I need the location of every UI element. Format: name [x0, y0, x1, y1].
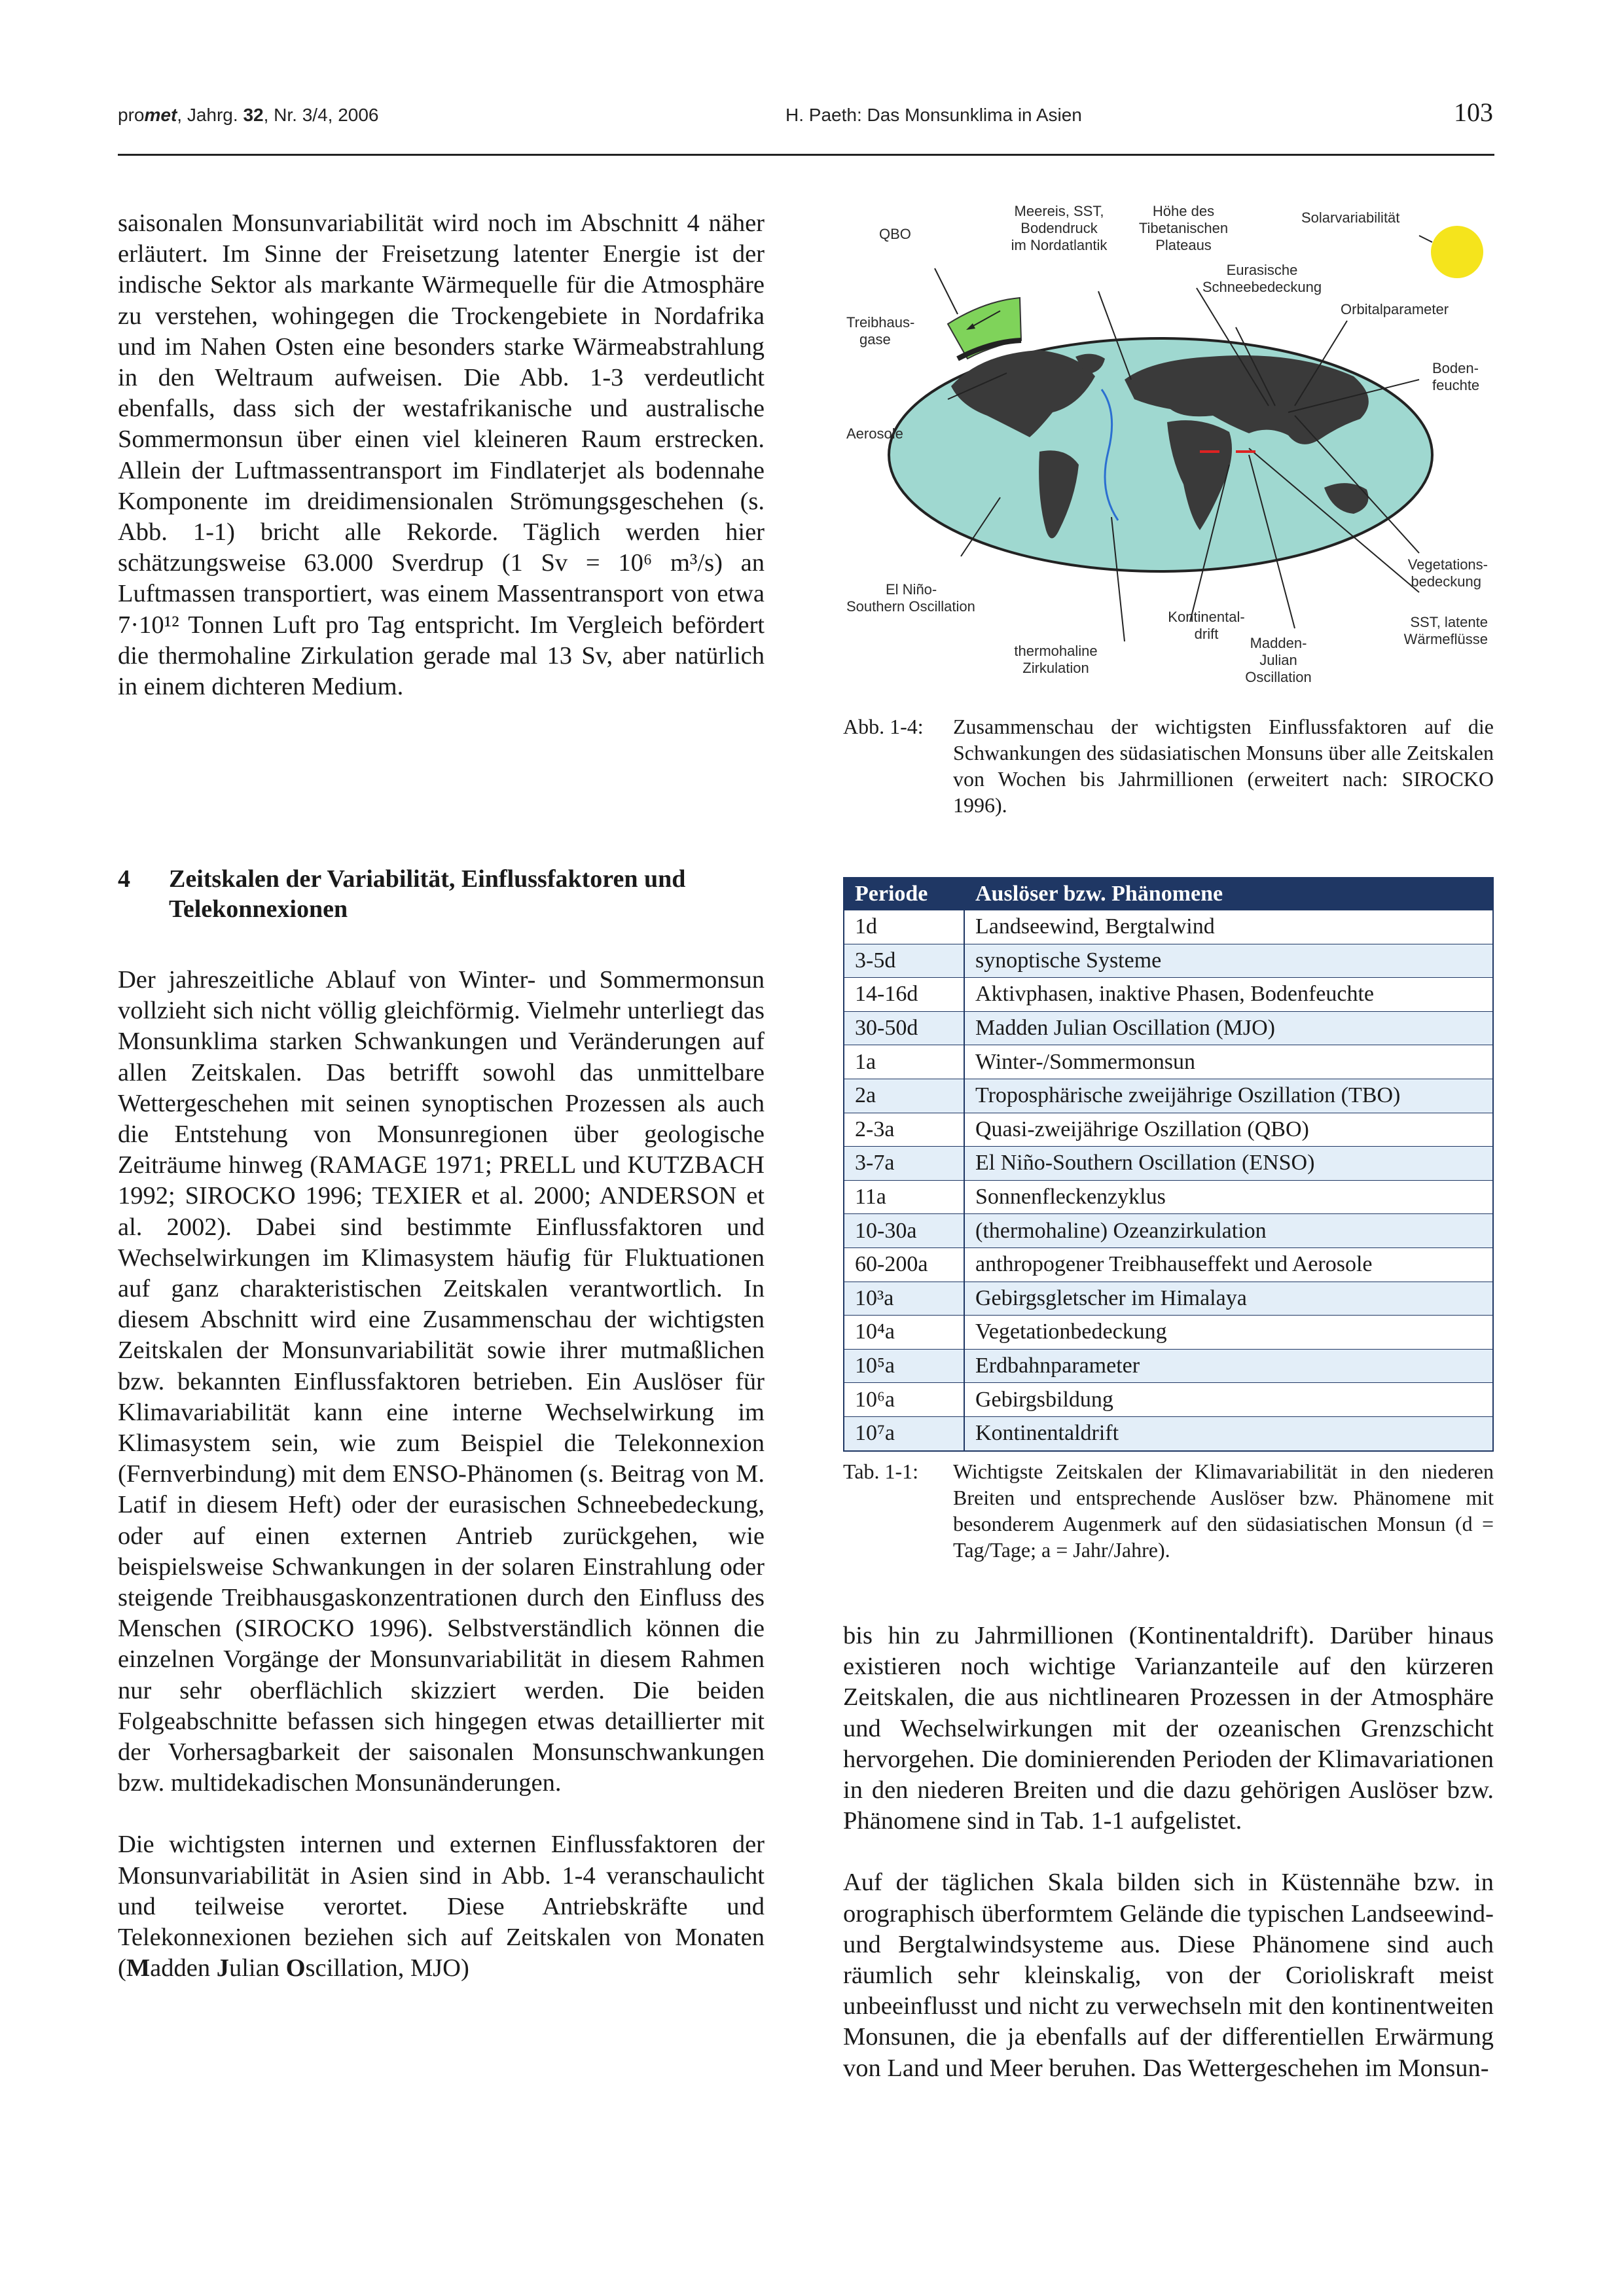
page-number: 103	[1454, 98, 1493, 127]
sun-icon	[1431, 226, 1483, 278]
table-cell: Landseewind, Bergtalwind	[964, 910, 1493, 944]
table-row	[844, 1147, 1493, 1181]
label-hoehe: Höhe des Tibetanischen Plateaus	[1138, 203, 1229, 253]
table-cell: synoptische Systeme	[964, 944, 1493, 978]
table-cell: 10³a	[844, 1282, 964, 1316]
table-row	[844, 910, 1493, 944]
label-elnino: El Niño-Southern Oscillation	[846, 581, 975, 615]
table-cell: Erdbahnparameter	[964, 1349, 1493, 1383]
paragraph: Auf der täglichen Skala bilden sich in Küstennähe bzw. in orographisch überformtem Gelände die typischen Landseewind- und Bergtalwindsysteme aus. Diese Phänomene sind auch räumlich sehr kleinskalig, von der Corioliskraft meist unbeeinflusst und nicht zu verwechseln mit den kontinentweiten Monsunen, die ja ebenfalls auf der differentiellen Erwärmung von Land und Meer beruhen. Das Wettergeschehen im Monsun-	[843, 1869, 1494, 2082]
running-header-journal: promet, Jahrg. 32, Nr. 3/4, 2006	[118, 105, 379, 125]
table-row	[844, 1214, 1493, 1248]
table-cell: anthropogener Treibhauseffekt und Aerosole	[964, 1247, 1493, 1282]
label-vegetation: Vegetations-bedeckung	[1407, 556, 1488, 590]
timescale-table	[843, 877, 1494, 1452]
table-cell: 10⁵a	[844, 1349, 964, 1383]
table-cell: Madden Julian Oscillation (MJO)	[964, 1011, 1493, 1045]
table-cell: Gebirgsbildung	[964, 1383, 1493, 1417]
label-solar: Solarvariabilität	[1301, 209, 1400, 226]
left-column-top	[118, 208, 765, 702]
label-thermo: thermohaline Zirkulation	[1014, 643, 1098, 676]
table-row	[844, 978, 1493, 1012]
paragraph: Die wichtigsten internen und externen Einflussfaktoren der Monsunvariabilität in Asien sind in Abb. 1-4 veranschaulicht und teilweise verortet. Diese Antriebskräfte und Telekonnexionen beziehen sich auf Zeitskalen von Monaten (Madden Julian Oscillation, MJO)	[118, 1831, 765, 1982]
table-cell: Gebirgsgletscher im Himalaya	[964, 1282, 1493, 1316]
table-cell: 60-200a	[844, 1247, 964, 1282]
running-header-title: H. Paeth: Das Monsunklima in Asien	[785, 105, 1082, 125]
table-cell: Kontinentaldrift	[964, 1416, 1493, 1450]
label-orbital: Orbitalparameter	[1341, 301, 1449, 317]
table-cell: Troposphärische zweijährige Oszillation (TBO)	[964, 1079, 1493, 1113]
table-cell: 2-3a	[844, 1113, 964, 1147]
paragraph: saisonalen Monsunvariabilität wird noch im Abschnitt 4 näher erläutert. Im Sinne der Freisetzung latenter Energie ist der indische Sektor als markante Wärmequelle für die Atmosphäre zu verstehen, wohingegen die Trockengebiete in Nordafrika und im Nahen Osten eine besonders starke Wärmeabstrahlung in den Weltraum aufweisen. Die Abb. 1-3 verdeutlicht ebenfalls, dass sich der westafrikanische und australische Sommermonsun über einen viel kleineren Raum erstrecken. Allein der Luftmassentransport im Findlaterjet als bodennahe Komponente im dreidimensionalen Strömungsgeschehen (s. Abb. 1-1) bricht alle Rekorde. Täglich werden hier schätzungsweise 63.000 Sverdrup (1 Sv = 10⁶ m³/s) an Luftmassen transportiert, was einem Massentransport von etwa 7·10¹² Tonnen Luft pro Tag entspricht. Im Vergleich befördert die thermohaline Zirkulation gerade mal 13 Sv, aber natürlich in einem dichteren Medium.	[118, 209, 765, 701]
table-row	[844, 1349, 1493, 1383]
table-row	[844, 1316, 1493, 1350]
label-madden: Madden-Julian Oscillation	[1245, 635, 1312, 685]
section-title: Zeitskalen der Variabilität, Einflussfaktoren und Telekonnexionen	[169, 865, 686, 923]
figure-caption	[843, 713, 1494, 818]
table-cell: 11a	[844, 1180, 964, 1214]
table-cell: 10⁴a	[844, 1316, 964, 1350]
paragraph: bis hin zu Jahrmillionen (Kontinentaldrift). Darüber hinaus existieren noch wichtige Varianzanteile auf den kürzeren Zeitskalen, die aus nichtlinearen Prozessen in der Atmosphäre und Wechselwirkungen mit der ozeanischen Grenzschicht hervorgehen. Die dominierenden Perioden der Klimavariationen in den niederen Breiten und die dazu gehörigen Auslöser bzw. Phänomene sind in Tab. 1-1 aufgelistet.	[843, 1622, 1494, 1835]
label-schnee: Eurasische Schneebedeckung	[1202, 262, 1322, 295]
table-cell: 2a	[844, 1079, 964, 1113]
table-caption-text: Wichtigste Zeitskalen der Klimavariabilität in den niederen Breiten und entsprechende Auslöser bzw. Phänomene mit besonderem Augenmerk auf den südasiatischen Monsun (d = Tag/Tage; a = Jahr/Jahre).	[953, 1460, 1494, 1562]
paragraph: Der jahreszeitliche Ablauf von Winter- und Sommermonsun vollzieht sich nicht völlig gleichförmig. Vielmehr unterliegt das Monsunklima starken Schwankungen und Veränderungen auf allen Zeitskalen. Das betrifft sowohl das unmittelbare Wettergeschehen mit seinen synoptischen Prozessen als auch die Entstehung von Monsunregionen über geologische Zeiträume hinweg (RAMAGE 1971; PRELL und KUTZBACH 1992; SIROCKO 1996; TEXIER et al. 2000; ANDERSON et al. 2002). Dabei sind bestimmte Einflussfaktoren und Wechselwirkungen im Klimasystem häufig für Fluktuationen auf ganz charakteristischen Zeitskalen verantwortlich. In diesem Abschnitt wird eine Zusammenschau der wichtigsten Zeitskalen der Monsunvariabilität sowie ihrer mutmaßlichen bzw. bekannten Einflussfaktoren betrieben. Ein Auslöser für Klimavariabilität kann eine interne Wechselwirkung im Klimasystem sein, wie zum Beispiel die Telekonnexion (Fernverbindung) mit dem ENSO-Phänomen (s. Beitrag von M. Latif in diesem Heft) oder der eurasischen Schneebedeckung, oder auf einen externen Antrieb zurückgehen, wie beispielsweise Schwankungen in der solaren Einstrahlung oder steigende Treibhausgaskonzentrationen durch den Einfluss des Menschen (SIROCKO 1996). Selbstverständlich können die einzelnen Vorgänge der Monsunvariabilität in diesem Rahmen nur sehr oberflächlich skizziert werden. Die beiden Folgeabschnitte befassen sich hingegen etwas detaillierter mit der Vorhersagbarkeit der saisonalen Monsunschwankungen bzw. multidekadischen Monsunänderungen.	[118, 966, 765, 1797]
left-column-body	[118, 965, 765, 1984]
table-row	[844, 1180, 1493, 1214]
right-column-body	[843, 1621, 1494, 2084]
table-cell: El Niño-Southern Oscillation (ENSO)	[964, 1147, 1493, 1181]
label-boden: Boden-feuchte	[1432, 360, 1480, 393]
table-row	[844, 1045, 1493, 1079]
table-header-cell: Periode	[844, 878, 964, 910]
label-aerosole: Aerosole	[846, 425, 903, 442]
table-cell: 10⁶a	[844, 1383, 964, 1417]
section-number: 4	[118, 865, 130, 893]
table-caption	[843, 1458, 1494, 1563]
table-row	[844, 1011, 1493, 1045]
monsoon-factors-figure	[843, 190, 1494, 713]
table-cell: 3-5d	[844, 944, 964, 978]
table-caption-label: Tab. 1-1:	[843, 1460, 919, 1483]
table-cell: 1d	[844, 910, 964, 944]
table-row	[844, 1282, 1493, 1316]
table-cell: 3-7a	[844, 1147, 964, 1181]
table-cell: (thermohaline) Ozeanzirkulation	[964, 1214, 1493, 1248]
table-row	[844, 1416, 1493, 1450]
table-cell: 30-50d	[844, 1011, 964, 1045]
table-cell: Sonnenfleckenzyklus	[964, 1180, 1493, 1214]
table-row	[844, 1247, 1493, 1282]
table-row	[844, 1113, 1493, 1147]
table-cell: Winter-/Sommermonsun	[964, 1045, 1493, 1079]
label-kontinental: Kontinental-drift	[1168, 609, 1245, 642]
table-cell: 10⁷a	[844, 1416, 964, 1450]
table-header-row	[844, 878, 1493, 910]
figure-caption-text: Zusammenschau der wichtigsten Einflussfaktoren auf die Schwankungen des südasiatischen Monsuns über alle Zeitskalen von Wochen bis Jahrmillionen (erweitert nach: SIROCKO 1996).	[953, 715, 1494, 817]
table-row	[844, 944, 1493, 978]
table-header-cell: Auslöser bzw. Phänomene	[964, 878, 1493, 910]
table-row	[844, 1079, 1493, 1113]
table-row	[844, 1383, 1493, 1417]
section-heading	[118, 864, 772, 924]
header-rule	[118, 154, 1494, 156]
label-treibhaus: Treibhaus-gase	[846, 314, 915, 348]
table-cell: Aktivphasen, inaktive Phasen, Bodenfeuchte	[964, 978, 1493, 1012]
label-meereis: Meereis, SST, Bodendruck im Nordatlantik	[1011, 203, 1108, 253]
table-cell: 10-30a	[844, 1214, 964, 1248]
table-cell: Vegetationbedeckung	[964, 1316, 1493, 1350]
table-cell: 1a	[844, 1045, 964, 1079]
label-qbo: QBO	[879, 226, 911, 242]
label-sst: SST, latente Wärmeflüsse	[1403, 614, 1488, 647]
figure-caption-label: Abb. 1-4:	[843, 715, 924, 738]
table-cell: 14-16d	[844, 978, 964, 1012]
table-cell: Quasi-zweijährige Oszillation (QBO)	[964, 1113, 1493, 1147]
